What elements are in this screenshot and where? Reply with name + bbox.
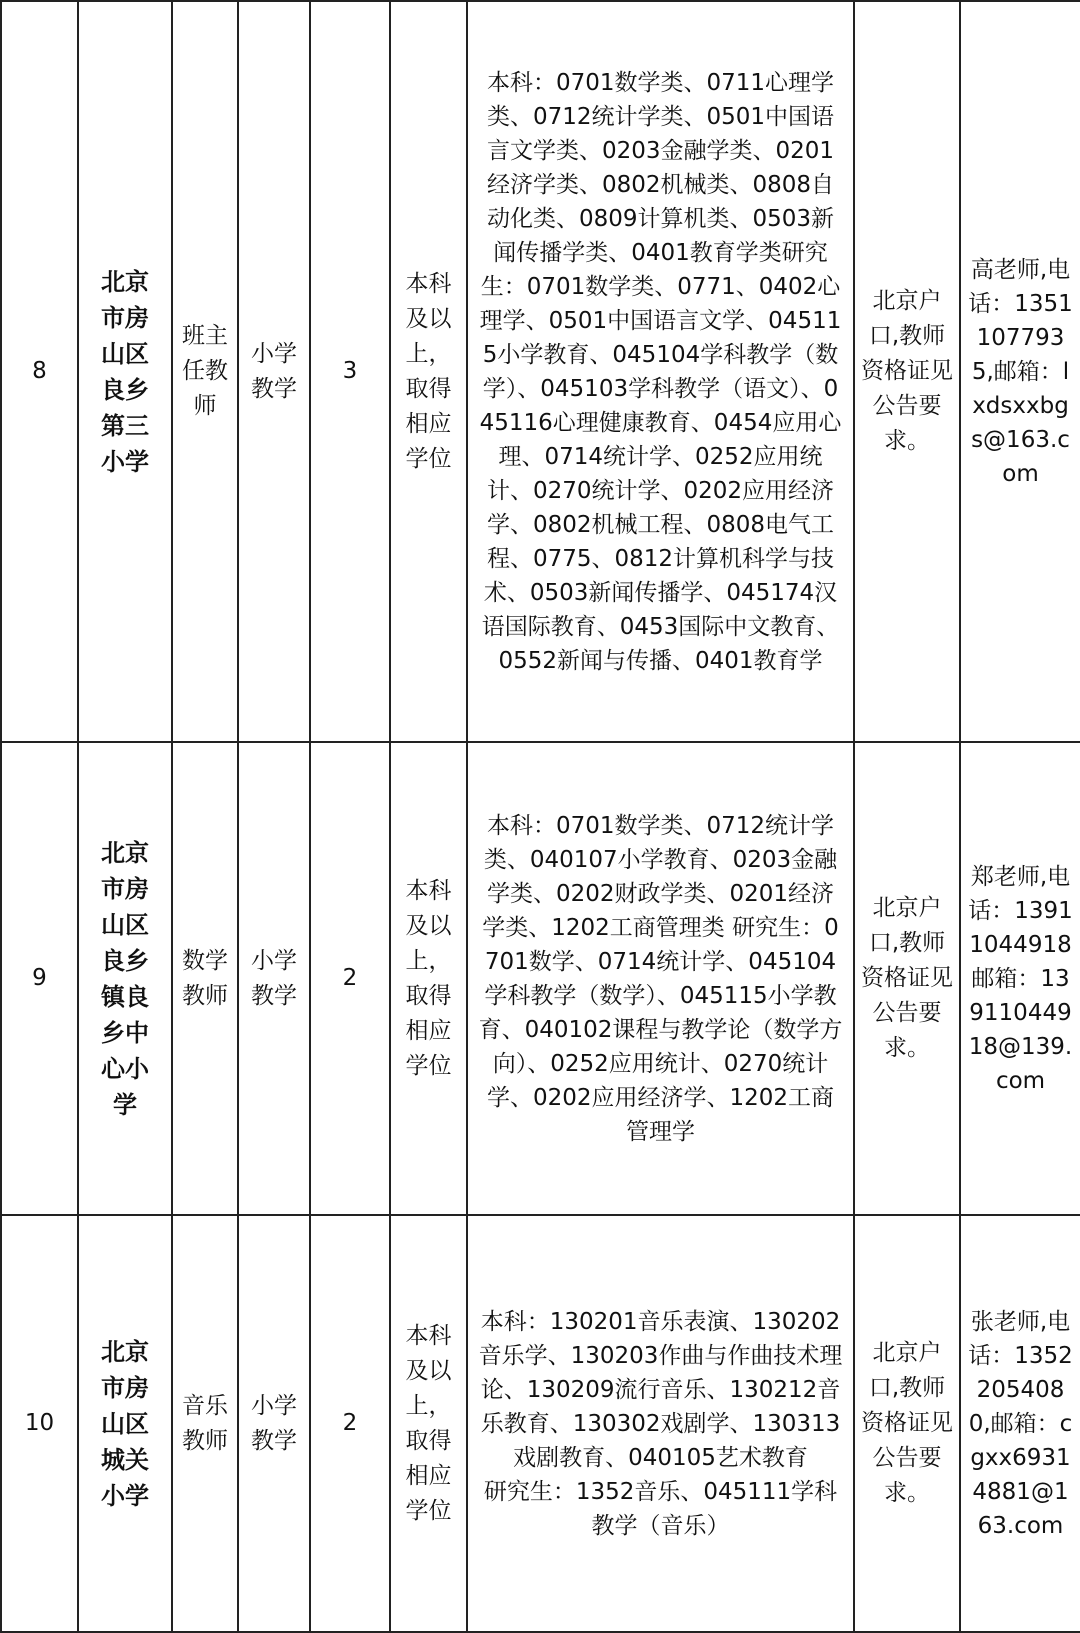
major-requirement-line: 本科：130201音乐表演、130202音乐学、130203作曲与作曲技术理论、130209流行音乐、130212音乐教育、130302戏剧学、130313戏剧教育、040105艺术教育 [478,1308,843,1471]
major-requirement-line: 研究生：1352音乐、045111学科教学（音乐） [483,1478,838,1539]
education-requirement: 本科及以上，取得相应学位 [390,1215,467,1632]
subject-name: 小学教学 [238,1,310,742]
other-requirement: 北京户口,教师资格证见公告要求。 [854,1,960,742]
subject-name: 小学教学 [238,742,310,1215]
contact-info: 张老师,电话：13522054080,邮箱：cgxx69314881@163.com [960,1215,1080,1632]
school-name: 北京市房山区良乡镇良乡中心小学 [78,742,172,1215]
position-name: 班主任教师 [172,1,238,742]
school-name: 北京市房山区城关小学 [78,1215,172,1632]
other-requirement: 北京户口,教师资格证见公告要求。 [854,742,960,1215]
hire-count: 2 [310,742,390,1215]
education-requirement: 本科及以上，取得相应学位 [390,1,467,742]
row-number: 10 [1,1215,78,1632]
table-row [1,1,1080,742]
hire-count: 3 [310,1,390,742]
other-requirement: 北京户口,教师资格证见公告要求。 [854,1215,960,1632]
contact-info: 郑老师,电话：13911044918邮箱：13911044918@139.com [960,742,1080,1215]
table-row [1,742,1080,1215]
subject-name: 小学教学 [238,1215,310,1632]
hire-count: 2 [310,1215,390,1632]
row-number: 9 [1,742,78,1215]
major-requirement-line: 本科：0701数学类、0711心理学类、0712统计学类、0501中国语言文学类、0203金融学类、0201经济学类、0802机械类、0808自动化类、0809计算机类、0503新闻传播学类、0401教育学类研究生：0701数学类、0771、0402心理学、0501中国语言文学、045115小学教育、045104学科教学（数学）、045103学科教学（语文）、045116心理健康教育、0454应用心理、0714统计学、0252应用统计、0270统计学、0202应用经济学、0802机械工程、0808电气工程、0775、0812计算机科学与技术、0503新闻传播学、045174汉语国际教育、0453国际中文教育、0552新闻与传播、0401教育学 [479,69,842,674]
position-name: 数学教师 [172,742,238,1215]
major-requirement [467,1,854,742]
position-name: 音乐教师 [172,1215,238,1632]
major-requirement [467,742,854,1215]
education-requirement: 本科及以上，取得相应学位 [390,742,467,1215]
table-row [1,1215,1080,1632]
school-name: 北京市房山区良乡第三小学 [78,1,172,742]
major-requirement-line: 本科：0701数学类、0712统计学类、040107小学教育、0203金融学类、0202财政学类、0201经济学类、1202工商管理类 研究生：0701数学、0714统计学、045104学科教学（数学）、045115小学教育、040102课程与教学论（数学方向）、0252应用统计、0270统计学、0202应用经济学、1202工商管理学 [478,812,843,1145]
major-requirement [467,1215,854,1632]
contact-info: 高老师,电话：13511077935,邮箱：lxdsxxbgs@163.com [960,1,1080,742]
row-number: 8 [1,1,78,742]
